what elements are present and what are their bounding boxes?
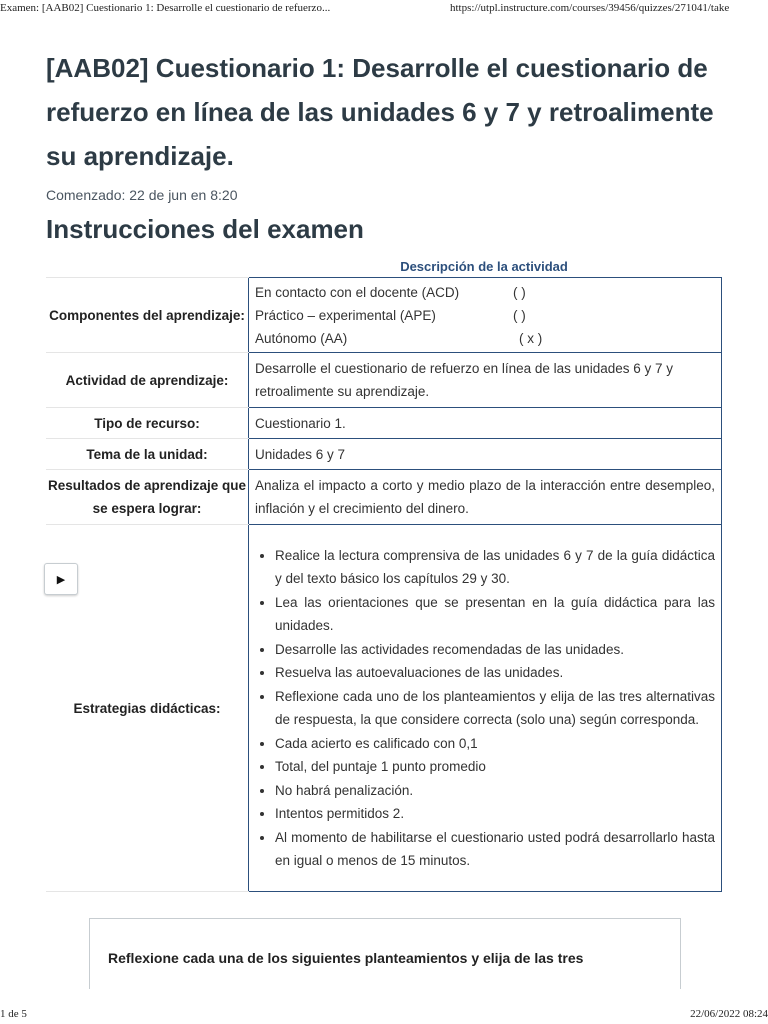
table-row xyxy=(46,470,722,525)
list-item: • Realice la lectura comprensiva de las unidades 6 y 7 de la guía didáctica y del texto básico los capítulos 29 y 30. xyxy=(275,544,715,591)
quiz-title: [AAB02] Cuestionario 1: Desarrolle el cuestionario de refuerzo en línea de las unidades 6 y 7 y retroalimente su aprendizaje. xyxy=(46,53,714,171)
list-item: • Desarrolle las actividades recomendadas de las unidades. xyxy=(275,638,715,662)
list-item: • Reflexione cada uno de los planteamientos y elija de las tres alternativas de respuesta, la que considere correcta (solo una) según corresponda. xyxy=(275,685,715,732)
component-item xyxy=(255,281,715,304)
list-item: • Lea las orientaciones que se presentan en la guía didáctica para las unidades. xyxy=(275,591,715,638)
activity-table xyxy=(46,277,722,892)
print-header-title: Examen: [AAB02] Cuestionario 1: Desarrolle el cuestionario de refuerzo... xyxy=(0,2,331,14)
table-row xyxy=(46,353,722,408)
component-item xyxy=(255,327,715,350)
print-timestamp: 22/06/2022 08:24 xyxy=(690,1008,768,1020)
table-row xyxy=(46,439,722,470)
resource-value: Cuestionario 1. xyxy=(249,408,722,439)
component-mark: ( x ) xyxy=(519,330,543,346)
unit-value: Unidades 6 y 7 xyxy=(249,439,722,470)
question-card xyxy=(89,918,681,989)
activity-caption: Descripción de la actividad xyxy=(400,259,568,274)
components-value xyxy=(249,278,722,353)
results-value: Analiza el impacto a corto y medio plazo de la interacción entre desempleo, inflación y el crecimiento del dinero. xyxy=(249,470,722,525)
list-item: • Al momento de habilitarse el cuestionario usted podrá desarrollarlo hasta en igual o menos de 15 minutos. xyxy=(275,826,715,873)
list-item: • Total, del puntaje 1 punto promedio xyxy=(275,755,715,779)
list-item: • Intentos permitidos 2. xyxy=(275,802,715,826)
print-header xyxy=(0,0,768,20)
component-item xyxy=(255,304,715,327)
results-label: Resultados de aprendizaje que se espera lograr: xyxy=(46,470,249,525)
activity-label: Actividad de aprendizaje: xyxy=(46,353,249,408)
activity-value: Desarrolle el cuestionario de refuerzo en línea de las unidades 6 y 7 y retroalimente su aprendizaje. xyxy=(249,353,722,408)
strategies-label: Estrategias didácticas: xyxy=(46,525,249,892)
table-row xyxy=(46,408,722,439)
component-name: Autónomo (AA) xyxy=(255,330,348,346)
print-footer xyxy=(0,1008,768,1024)
strategies-list xyxy=(255,544,715,873)
question-text: Reflexione cada una de los siguientes planteamientos y elija de las tres xyxy=(108,950,584,966)
list-item: • No habrá penalización. xyxy=(275,779,715,803)
strategies-value xyxy=(249,525,722,892)
instructions-heading: Instrucciones del examen xyxy=(46,214,364,244)
list-item: • Resuelva las autoevaluaciones de las unidades. xyxy=(275,661,715,685)
page-number: 1 de 5 xyxy=(0,1008,27,1020)
component-mark: ( ) xyxy=(513,307,526,323)
resource-label: Tipo de recurso: xyxy=(46,408,249,439)
components-label: Componentes del aprendizaje: xyxy=(46,278,249,353)
component-name: Práctico – experimental (APE) xyxy=(255,307,436,323)
component-name: En contacto con el docente (ACD) xyxy=(255,284,460,300)
component-mark: ( ) xyxy=(513,284,526,300)
list-item: • Cada acierto es calificado con 0,1 xyxy=(275,732,715,756)
play-icon: ▶ xyxy=(56,573,66,586)
started-timestamp: Comenzado: 22 de jun en 8:20 xyxy=(46,187,238,203)
table-row xyxy=(46,278,722,353)
unit-label: Tema de la unidad: xyxy=(46,439,249,470)
table-row xyxy=(46,525,722,892)
play-button[interactable] xyxy=(44,563,78,595)
print-header-url: https://utpl.instructure.com/courses/39456/quizzes/271041/take xyxy=(450,2,730,14)
quiz-content xyxy=(46,46,726,892)
